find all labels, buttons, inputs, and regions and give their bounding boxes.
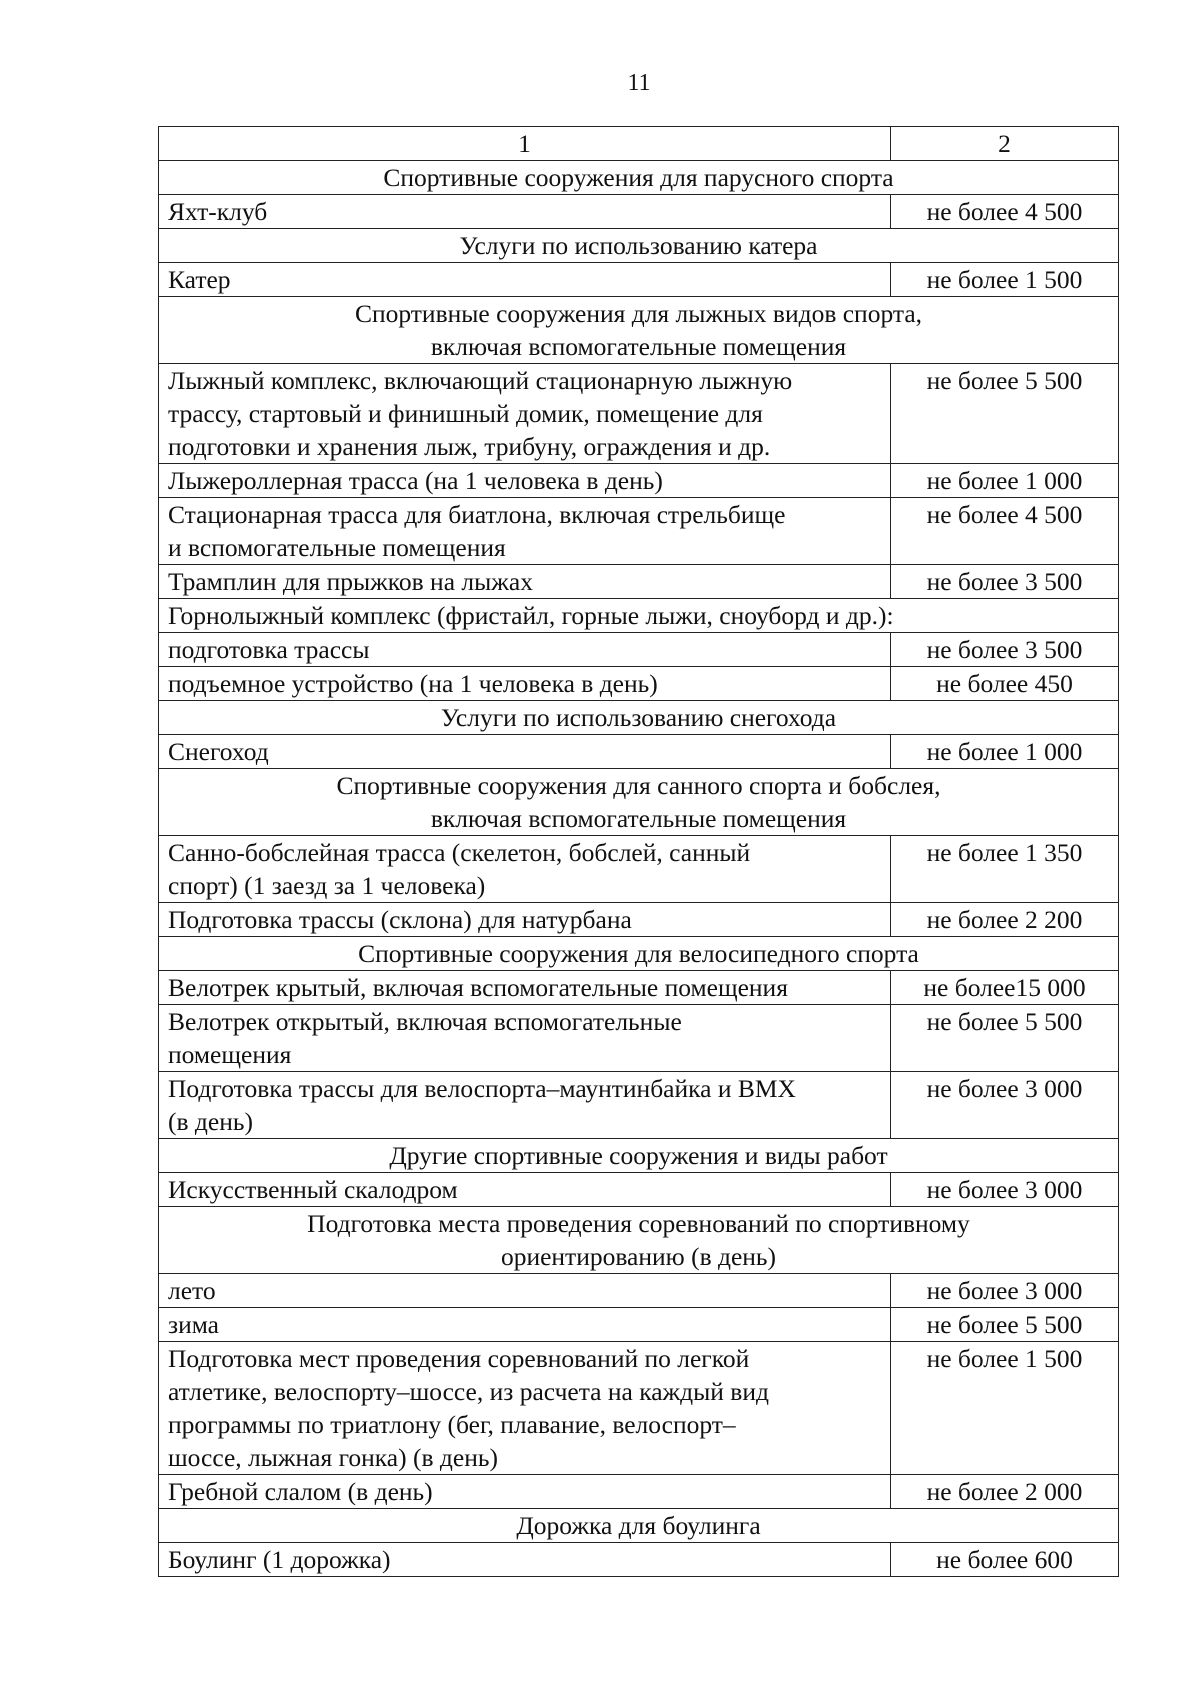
item-value: не более 3 500 [891, 565, 1119, 599]
item-name-line: атлетике, велоспорту–шоссе, из расчета на каждый вид [168, 1377, 769, 1406]
table-row [159, 1308, 1119, 1342]
section-title-line: Дорожка для боулинга [516, 1511, 761, 1540]
table-row [159, 1072, 1119, 1139]
section-title [159, 769, 1119, 836]
section-title [159, 1509, 1119, 1543]
section-title [159, 937, 1119, 971]
item-name [159, 1543, 891, 1577]
section-title-line: Услуги по использованию снегохода [440, 703, 837, 732]
item-name [159, 565, 891, 599]
item-name [159, 1005, 891, 1072]
group-header-row [159, 599, 1119, 633]
item-value: не более 3 000 [891, 1173, 1119, 1207]
table-row [159, 263, 1119, 297]
section-header-row [159, 1509, 1119, 1543]
section-title [159, 1207, 1119, 1274]
section-title-line: Спортивные сооружения для велосипедного спорта [358, 939, 919, 968]
item-name-line: Боулинг (1 дорожка) [168, 1545, 391, 1574]
item-name-line: Яхт-клуб [168, 197, 268, 226]
group-title [159, 599, 1119, 633]
section-header-row [159, 161, 1119, 195]
section-title [159, 297, 1119, 364]
item-value: не более 4 500 [891, 195, 1119, 229]
section-title-line: Услуги по использованию катера [459, 231, 818, 260]
table-row [159, 735, 1119, 769]
section-title [159, 1139, 1119, 1173]
table-row [159, 364, 1119, 464]
section-title [159, 161, 1119, 195]
item-name-line: Санно-бобслейная трасса (скелетон, бобслей, санный [168, 838, 751, 867]
item-name-line: помещения [168, 1040, 292, 1069]
section-title-line: Другие спортивные сооружения и виды работ [389, 1141, 888, 1170]
item-name [159, 971, 891, 1005]
price-table [158, 126, 1119, 1577]
table-row [159, 565, 1119, 599]
table-row [159, 971, 1119, 1005]
column-header-2: 2 [891, 127, 1119, 161]
item-name-line: Искусственный скалодром [168, 1175, 458, 1204]
page-number: 11 [627, 70, 651, 96]
item-name [159, 735, 891, 769]
item-name-line: подъемное устройство (на 1 человека в день) [168, 669, 658, 698]
item-name [159, 1173, 891, 1207]
item-name-line: Подготовка трассы (склона) для натурбана [168, 905, 632, 934]
item-name [159, 263, 891, 297]
group-title-line: Горнолыжный комплекс (фристайл, горные лыжи, сноуборд и др.): [168, 601, 894, 630]
item-name-line: Подготовка трассы для велоспорта–маунтинбайка и BMX [168, 1074, 796, 1103]
item-name-line: Велотрек крытый, включая вспомогательные помещения [168, 973, 788, 1002]
item-name [159, 1274, 891, 1308]
table-row [159, 1173, 1119, 1207]
item-value: не более 4 500 [891, 498, 1119, 565]
table-row [159, 903, 1119, 937]
item-value: не более 1 500 [891, 1342, 1119, 1475]
table-row [159, 498, 1119, 565]
item-name-line: зима [168, 1310, 219, 1339]
table-row [159, 195, 1119, 229]
item-name [159, 464, 891, 498]
item-value: не более 3 500 [891, 633, 1119, 667]
table-row [159, 1274, 1119, 1308]
item-name-line: подготовка трассы [168, 635, 370, 664]
item-value: не более 3 000 [891, 1274, 1119, 1308]
table-row [159, 667, 1119, 701]
item-name [159, 667, 891, 701]
table-row [159, 836, 1119, 903]
item-value: не более 5 500 [891, 364, 1119, 464]
item-value: не более 1 000 [891, 735, 1119, 769]
section-title-line: Спортивные сооружения для лыжных видов спорта, [354, 299, 923, 328]
item-name [159, 836, 891, 903]
section-title-line: включая вспомогательные помещения [430, 804, 847, 833]
item-value: не более 450 [891, 667, 1119, 701]
section-title-line: ориентированию (в день) [500, 1242, 777, 1271]
section-header-row [159, 1207, 1119, 1274]
section-header-row [159, 701, 1119, 735]
item-value: не более 1 350 [891, 836, 1119, 903]
item-name-line: Катер [168, 265, 231, 294]
table-row [159, 1005, 1119, 1072]
item-value: не более 2 200 [891, 903, 1119, 937]
section-title-line: Спортивные сооружения для санного спорта и бобслея, [336, 771, 941, 800]
table-header-row [159, 127, 1119, 161]
item-name-line: Снегоход [168, 737, 269, 766]
item-name [159, 1072, 891, 1139]
item-name-line: спорт) (1 заезд за 1 человека) [168, 871, 486, 900]
item-name-line: программы по триатлону (бег, плавание, велоспорт– [168, 1410, 736, 1439]
item-name [159, 498, 891, 565]
section-title-line: включая вспомогательные помещения [430, 332, 847, 361]
item-name-line: Гребной слалом (в день) [168, 1477, 433, 1506]
section-title [159, 701, 1119, 735]
item-value: не более 600 [891, 1543, 1119, 1577]
section-header-row [159, 769, 1119, 836]
section-title-line: Подготовка места проведения соревнований по спортивному [307, 1209, 970, 1238]
item-name-line: лето [168, 1276, 216, 1305]
item-name [159, 364, 891, 464]
column-header-1: 1 [159, 127, 891, 161]
item-name-line: и вспомогательные помещения [168, 533, 506, 562]
table-row [159, 1543, 1119, 1577]
item-name [159, 633, 891, 667]
item-name-line: шоссе, лыжная гонка) (в день) [168, 1443, 498, 1472]
item-name-line: Лыжный комплекс, включающий стационарную лыжную [168, 366, 793, 395]
item-name [159, 195, 891, 229]
item-name-line: Подготовка мест проведения соревнований по легкой [168, 1344, 750, 1373]
table-row [159, 464, 1119, 498]
item-name-line: Трамплин для прыжков на лыжах [168, 567, 533, 596]
item-name-line: Лыжероллерная трасса (на 1 человека в день) [168, 466, 663, 495]
item-name-line: подготовки и хранения лыж, трибуну, ограждения и др. [168, 432, 771, 461]
section-title-line: Спортивные сооружения для парусного спорта [383, 163, 894, 192]
item-value: не более 5 500 [891, 1308, 1119, 1342]
item-value: не более 3 000 [891, 1072, 1119, 1139]
item-name-line: трассу, стартовый и финишный домик, помещение для [168, 399, 763, 428]
item-value: не более 2 000 [891, 1475, 1119, 1509]
section-header-row [159, 297, 1119, 364]
item-name-line: (в день) [168, 1107, 253, 1136]
section-header-row [159, 229, 1119, 263]
table-row [159, 633, 1119, 667]
item-value: не более 5 500 [891, 1005, 1119, 1072]
table-row [159, 1475, 1119, 1509]
item-name [159, 1475, 891, 1509]
item-name-line: Стационарная трасса для биатлона, включая стрельбище [168, 500, 786, 529]
item-value: не более 1 000 [891, 464, 1119, 498]
section-header-row [159, 1139, 1119, 1173]
item-name [159, 1308, 891, 1342]
item-name [159, 903, 891, 937]
item-name-line: Велотрек открытый, включая вспомогательные [168, 1007, 682, 1036]
item-value: не более 1 500 [891, 263, 1119, 297]
section-header-row [159, 937, 1119, 971]
item-name [159, 1342, 891, 1475]
table-row [159, 1342, 1119, 1475]
item-value: не более15 000 [891, 971, 1119, 1005]
section-title [159, 229, 1119, 263]
